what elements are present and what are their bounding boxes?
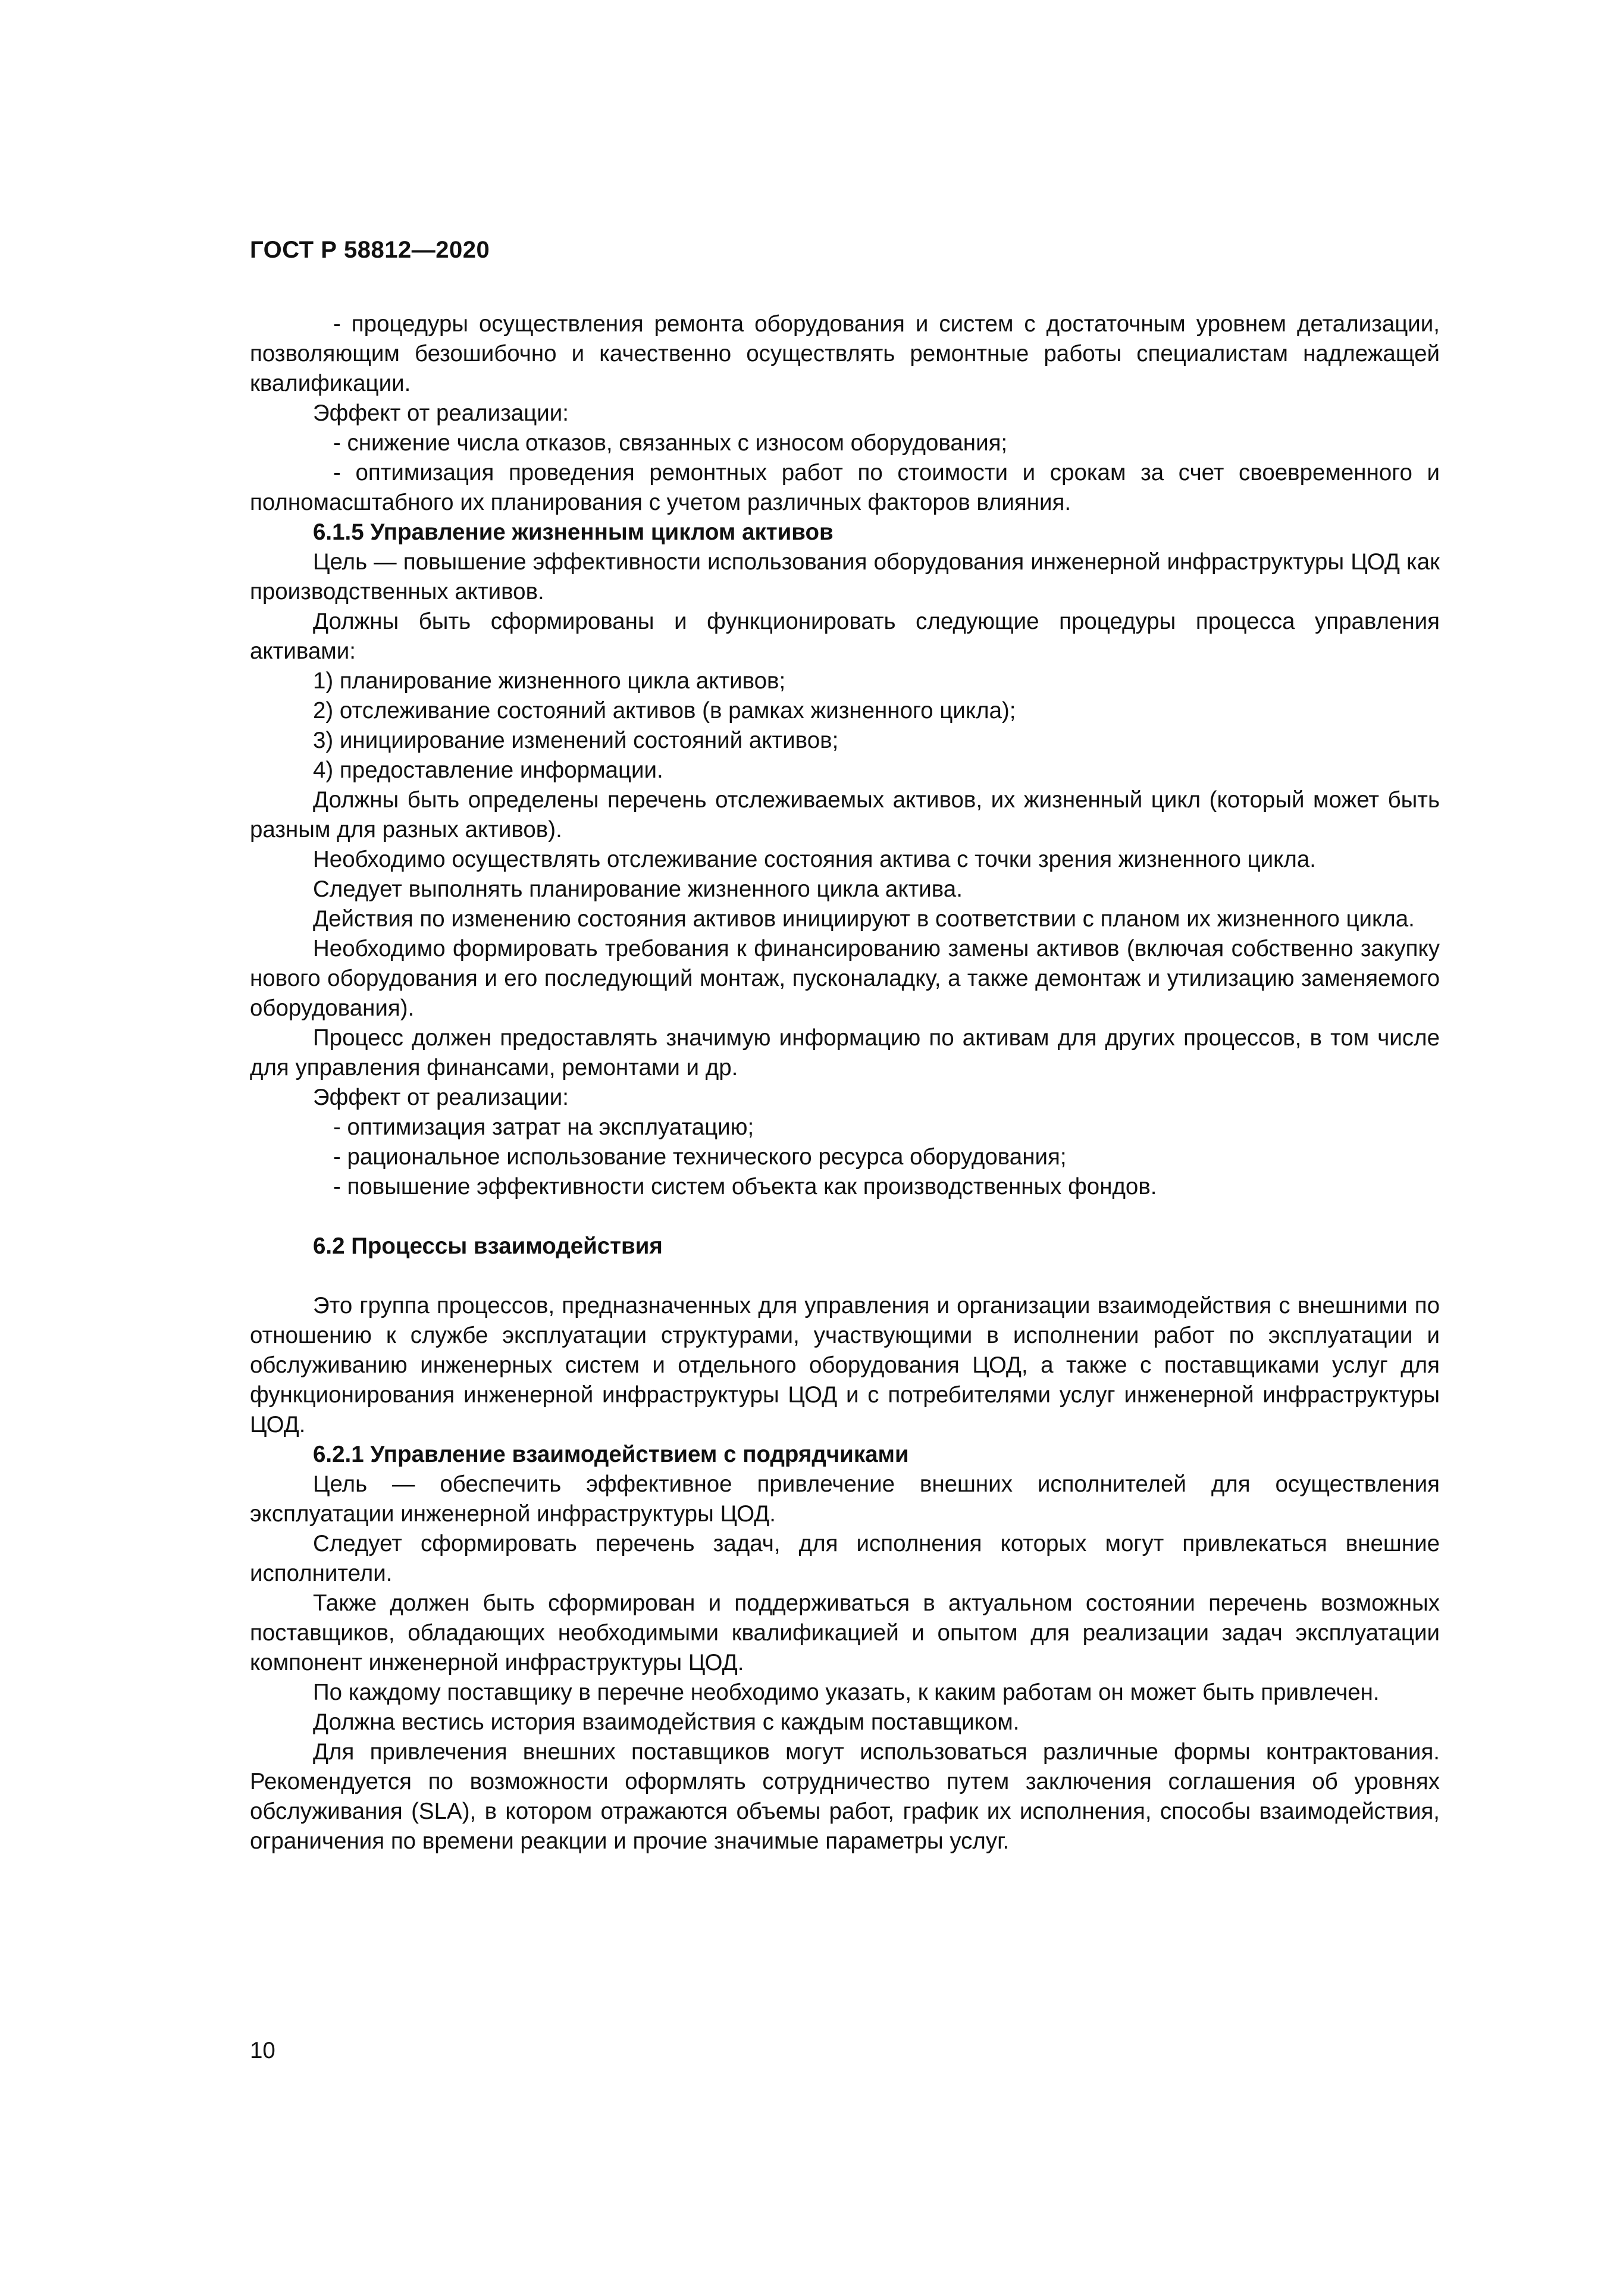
- paragraph: Должны быть сформированы и функционировать следующие процедуры процесса управления активами:: [250, 609, 1440, 664]
- paragraph: Это группа процессов, предназначенных для управления и организации взаимодействия с внешними по отношению к службе эксплуатации структурами, участвующими в исполнении работ по эксплуатации и обслуживанию инженерных систем и отдельного оборудования ЦОД, а также с поставщиками услуг для функционирования инженерной инфраструктуры ЦОД и с потребителями услуг инженерной инфраструктуры ЦОД.: [250, 1293, 1440, 1437]
- section-heading-6-1-5: 6.1.5 Управление жизненным циклом активов: [313, 519, 834, 545]
- paragraph: Цель — обеспечить эффективное привлечение внешних исполнителей для осуществления эксплуатации инженерной инфраструктуры ЦОД.: [250, 1471, 1440, 1527]
- list-item: 2) отслеживание состояний активов (в рамках жизненного цикла);: [313, 698, 1016, 723]
- section-heading-6-2-1: 6.2.1 Управление взаимодействием с подрядчиками: [313, 1442, 909, 1467]
- paragraph: Также должен быть сформирован и поддерживаться в актуальном состоянии перечень возможных поставщиков, обладающих необходимыми квалификацией и опытом для реализации задач эксплуатации компонент инженерной инфраструктуры ЦОД.: [250, 1590, 1440, 1675]
- section-gap: [250, 1202, 1440, 1232]
- paragraph: Действия по изменению состояния активов инициируют в соответствии с планом их жизненного цикла.: [313, 906, 1415, 932]
- paragraph: Следует сформировать перечень задач, для исполнения которых могут привлекаться внешние исполнители.: [250, 1531, 1440, 1586]
- paragraph: Для привлечения внешних поставщиков могут использоваться различные формы контрактования. Рекомендуется по возможности оформлять сотрудничество путем заключения соглашения об уровнях обслуживания (SLA), в котором отражаются объемы работ, график их исполнения, способы взаимодействия, ограничения по времени реакции и прочие значимые параметры услуг.: [250, 1739, 1440, 1854]
- paragraph: Должны быть определены перечень отслеживаемых активов, их жизненный цикл (который может быть разным для разных активов).: [250, 787, 1440, 842]
- paragraph: Необходимо формировать требования к финансированию замены активов (включая собственно закупку нового оборудования и его последующий монтаж, пусконаладку, а также демонтаж и утилизацию заменяемого оборудования).: [250, 936, 1440, 1021]
- list-item: - снижение числа отказов, связанных с износом оборудования;: [333, 430, 1008, 456]
- paragraph: Должна вестись история взаимодействия с каждым поставщиком.: [313, 1709, 1020, 1735]
- paragraph: Эффект от реализации:: [313, 1085, 569, 1110]
- list-item: 4) предоставление информации.: [313, 757, 663, 783]
- list-item: - рациональное использование технического ресурса оборудования;: [333, 1144, 1067, 1170]
- list-item: 3) инициирование изменений состояний активов;: [313, 728, 839, 753]
- list-item: 1) планирование жизненного цикла активов;: [313, 668, 786, 694]
- section-heading-6-2: 6.2 Процессы взаимодействия: [313, 1233, 663, 1259]
- list-item: - оптимизация проведения ремонтных работ по стоимости и срокам за счет своевременного и полномасштабного их планирования с учетом различных факторов влияния.: [250, 460, 1440, 515]
- paragraph: Следует выполнять планирование жизненного цикла актива.: [313, 876, 963, 902]
- paragraph: Эффект от реализации:: [313, 400, 569, 426]
- paragraph: Необходимо осуществлять отслеживание состояния актива с точки зрения жизненного цикла.: [313, 847, 1316, 872]
- list-item: - повышение эффективности систем объекта как производственных фондов.: [333, 1174, 1157, 1199]
- list-item: - процедуры осуществления ремонта оборудования и систем с достаточным уровнем детализации, позволяющим безошибочно и качественно осуществлять ремонтные работы специалистам надлежащей квалификации.: [250, 311, 1440, 396]
- document-header: ГОСТ Р 58812—2020: [250, 237, 490, 263]
- page-number: 10: [250, 2038, 275, 2063]
- paragraph: Процесс должен предоставлять значимую информацию по активам для других процессов, в том числе для управления финансами, ремонтами и др.: [250, 1025, 1440, 1080]
- paragraph: По каждому поставщику в перечне необходимо указать, к каким работам он может быть привлечен.: [313, 1680, 1380, 1705]
- section-gap: [250, 1261, 1440, 1291]
- document-body: [250, 309, 1440, 1856]
- list-item: - оптимизация затрат на эксплуатацию;: [333, 1114, 754, 1140]
- paragraph: Цель — повышение эффективности использования оборудования инженерной инфраструктуры ЦОД как производственных активов.: [250, 549, 1440, 604]
